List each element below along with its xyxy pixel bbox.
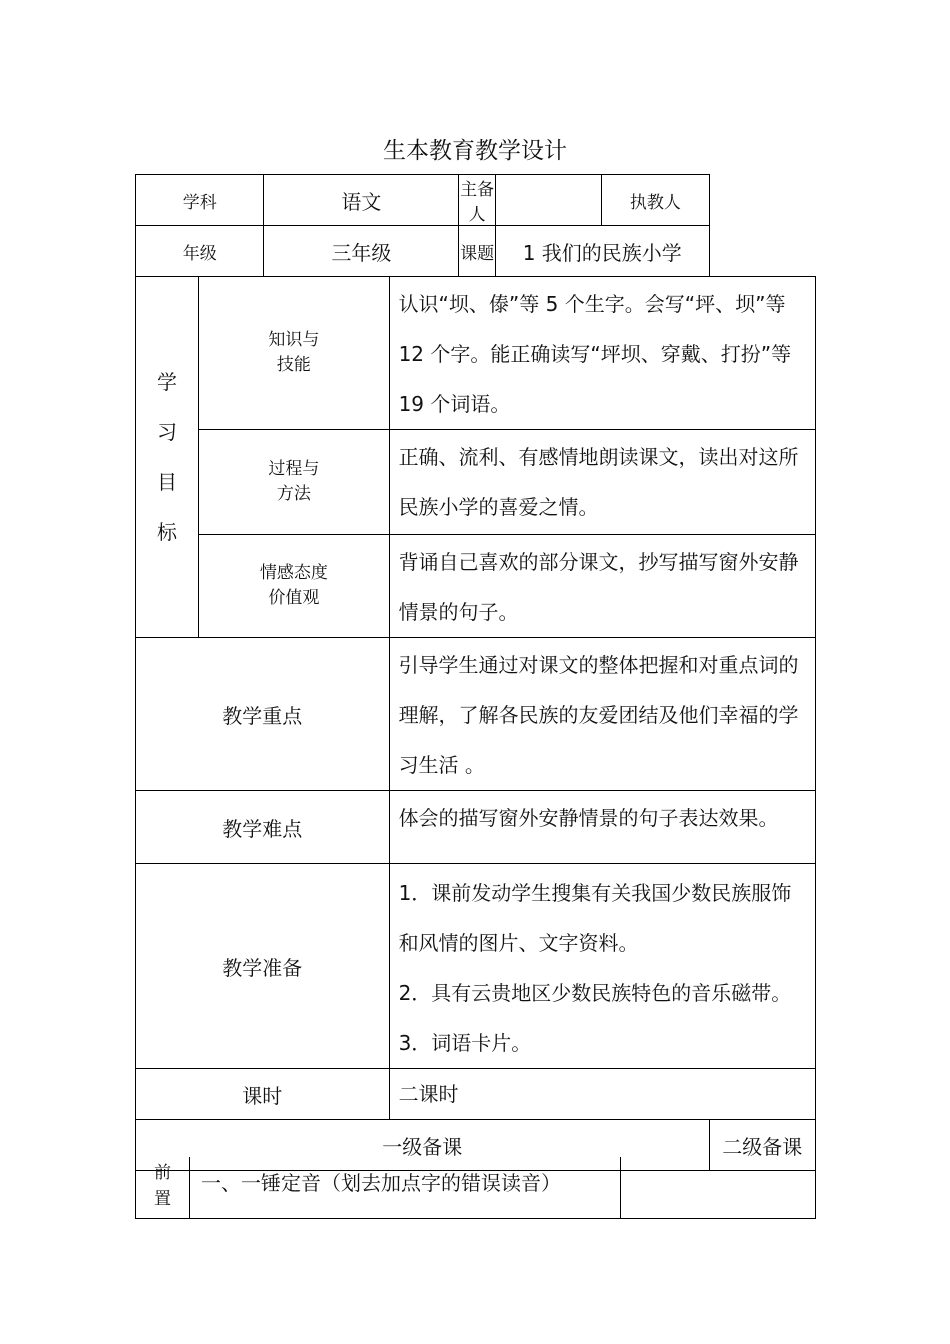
pre-row: [135, 1157, 816, 1219]
key-points-row: [136, 638, 816, 791]
objectives-label-char: 目: [157, 470, 178, 494]
periods-row: [136, 1069, 816, 1120]
pre-label-line: 置: [154, 1189, 171, 1209]
subject-value: 语文: [264, 175, 459, 226]
process-label-line: 方法: [276, 484, 311, 504]
difficulties-row: [136, 791, 816, 864]
process-label: [199, 430, 389, 535]
objective-knowledge-row: [136, 277, 816, 430]
knowledge-label-line: 技能: [276, 355, 311, 375]
knowledge-text-content: 认识“坝、傣”等 5 个生字。会写“坪、坝”等 12 个字。能正确读写“坪坝、穿戴、打扮”等 19 个词语。: [398, 292, 792, 416]
difficulties-label: 教学难点: [136, 791, 390, 864]
key-points-text-content: 引导学生通过对课文的整体把握和对重点词的理解，了解各民族的友爱团结及他们幸福的学习生活 。: [398, 653, 799, 777]
topic-label: 课题: [459, 226, 496, 277]
subject-label: 学科: [136, 175, 264, 226]
emotion-label: [199, 535, 389, 638]
objectives-label: [136, 277, 199, 638]
pre-second-cell: [620, 1157, 816, 1218]
grade-row: [136, 226, 816, 277]
emotion-text: [389, 535, 815, 638]
pre-label-line: 前: [154, 1163, 171, 1183]
preparation-label: 教学准备: [136, 864, 390, 1069]
objective-emotion-row: [136, 535, 816, 638]
preparation-item: 3．词语卡片。: [398, 1031, 532, 1055]
grade-value: 三年级: [264, 226, 459, 277]
process-text: [389, 430, 815, 535]
second-level-header: 二级备课: [709, 1120, 815, 1171]
periods-label: 课时: [136, 1069, 390, 1120]
lesson-plan-table: [135, 174, 816, 1171]
topic-value: 1 我们的民族小学: [495, 226, 709, 277]
difficulties-text-content: 体会的描写窗外安静情景的句子表达效果。: [398, 806, 779, 830]
knowledge-label: [199, 277, 389, 430]
preparer-value: [495, 175, 601, 226]
pre-text: 一、一锤定音（划去加点字的错误读音）: [201, 1171, 561, 1195]
subject-row: [136, 175, 816, 226]
key-points-text: [389, 638, 815, 791]
preparation-text: [389, 864, 815, 1069]
knowledge-text: [389, 277, 815, 430]
process-text-content: 正确、流利、有感情地朗读课文，读出对这所民族小学的喜爱之情。: [398, 445, 799, 519]
emotion-label-line: 价值观: [268, 588, 320, 608]
pre-label: [136, 1157, 190, 1218]
knowledge-label-line: 知识与: [268, 330, 320, 350]
emotion-text-content: 背诵自己喜欢的部分课文，抄写描写窗外安静情景的句子。: [398, 550, 799, 624]
emotion-label-line: 情感态度: [259, 563, 328, 583]
objectives-label-char: 标: [157, 520, 178, 544]
preparer-label: 主备人: [459, 175, 496, 226]
key-points-label: 教学重点: [136, 638, 390, 791]
first-level-header: 一级备课: [136, 1120, 710, 1171]
page-title: 生本教育教学设计: [383, 138, 567, 164]
teacher-label: 执教人: [602, 175, 709, 226]
objective-process-row: [136, 430, 816, 535]
objectives-label-char: 学: [157, 370, 178, 394]
periods-value: [389, 1069, 815, 1120]
periods-value-content: 二课时: [398, 1082, 459, 1106]
objectives-label-char: 习: [157, 420, 178, 444]
process-label-line: 过程与: [268, 459, 320, 479]
preparation-row: [136, 864, 816, 1069]
difficulties-text: [389, 791, 815, 864]
preparation-item: 2．具有云贵地区少数民族特色的音乐磁带。: [398, 981, 792, 1005]
preparation-item: 1．课前发动学生搜集有关我国少数民族服饰和风情的图片、文字资料。: [398, 881, 792, 955]
grade-label: 年级: [136, 226, 264, 277]
